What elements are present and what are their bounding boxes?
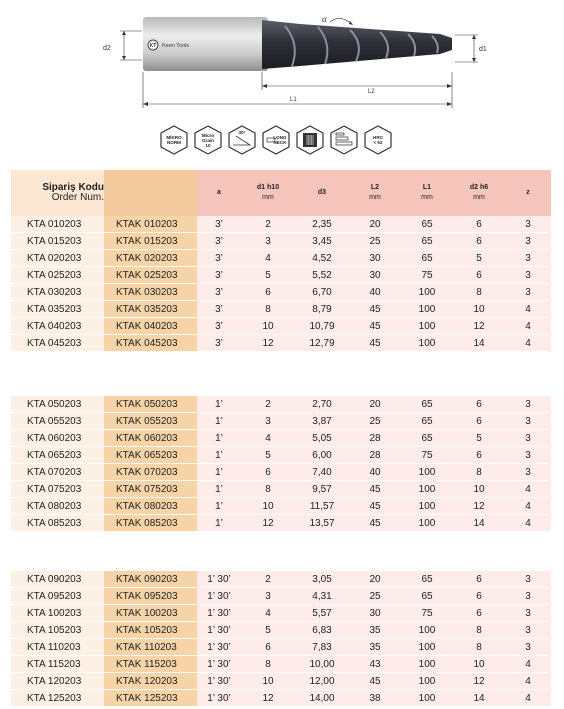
- d1-value: 2: [241, 571, 295, 588]
- ktak-code: KTAK 020203: [104, 250, 197, 267]
- d3-value: 6,00: [295, 447, 349, 464]
- d2-value: 12: [453, 498, 505, 515]
- kta-code: KTA 015203: [11, 233, 104, 250]
- d2-value: 10: [453, 301, 505, 318]
- l2-value: 35: [349, 622, 401, 639]
- d2-value: 12: [453, 673, 505, 690]
- d1-label: d1: [479, 46, 487, 53]
- d2-value: 5: [453, 250, 505, 267]
- kta-code: KTA 020203: [11, 250, 104, 267]
- table-row: [11, 430, 551, 447]
- table-row: [11, 216, 551, 233]
- kta-code: KTA 125203: [11, 690, 104, 707]
- siparis-kodu-header: Sipariş Kodu Order Num.: [11, 170, 104, 216]
- ktak-code: KTAK 120203: [104, 673, 197, 690]
- ktak-code: KTAK 030203: [104, 284, 197, 301]
- kta-code: KTA 120203: [11, 673, 104, 690]
- l2-value: 30: [349, 267, 401, 284]
- table-row: [11, 605, 551, 622]
- d1-value: 5: [241, 622, 295, 639]
- spec-table: [11, 170, 551, 352]
- ktak-code: KTAK 085203: [104, 515, 197, 532]
- z-value: 3: [505, 622, 551, 639]
- alpha-label: α: [322, 14, 327, 24]
- l1-value: 100: [401, 498, 453, 515]
- a-value: 3’: [197, 267, 241, 284]
- z-value: 4: [505, 656, 551, 673]
- l2-value: 20: [349, 396, 401, 413]
- d1-value: 10: [241, 498, 295, 515]
- l1-value: 75: [401, 605, 453, 622]
- a-value: 3’: [197, 301, 241, 318]
- a-value: 3’: [197, 250, 241, 267]
- ktak-code: KTAK 115203: [104, 656, 197, 673]
- l1-value: 65: [401, 250, 453, 267]
- l1-label: L1: [290, 97, 297, 103]
- d1-value: 3: [241, 413, 295, 430]
- a-value: 1’: [197, 430, 241, 447]
- table-row: [11, 233, 551, 250]
- d2-value: 10: [453, 656, 505, 673]
- z-value: 4: [505, 318, 551, 335]
- l2-value: 25: [349, 413, 401, 430]
- table-row: [11, 396, 551, 413]
- d2-value: 10: [453, 481, 505, 498]
- mikro-norm-icon: MİKRO NORM: [160, 125, 188, 155]
- d2-header: d2 h6 mm: [453, 170, 505, 216]
- a-value: 3’: [197, 216, 241, 233]
- kta-code: KTA 105203: [11, 622, 104, 639]
- ktak-code: KTAK 070203: [104, 464, 197, 481]
- d3-value: 5,57: [295, 605, 349, 622]
- table-row: [11, 656, 551, 673]
- d1-value: 10: [241, 318, 295, 335]
- l2-value: 28: [349, 430, 401, 447]
- ktak-code: KTAK 105203: [104, 622, 197, 639]
- coated-icon: LONG NECK: [262, 125, 290, 155]
- table-row: [11, 588, 551, 605]
- a-value: 1’: [197, 464, 241, 481]
- z-value: 4: [505, 335, 551, 352]
- l1-value: 100: [401, 464, 453, 481]
- d1-value: 8: [241, 656, 295, 673]
- z-value: 3: [505, 413, 551, 430]
- d2-value: 6: [453, 447, 505, 464]
- order-code-header: [104, 170, 197, 216]
- table-row: [11, 690, 551, 707]
- z-value: 4: [505, 673, 551, 690]
- a-value: 3’: [197, 233, 241, 250]
- l1-value: 100: [401, 335, 453, 352]
- ktak-code: KTAK 075203: [104, 481, 197, 498]
- l2-value: 25: [349, 588, 401, 605]
- table-group-1: [11, 216, 551, 352]
- d3-value: 10,79: [295, 318, 349, 335]
- l1-header: L1 mm: [401, 170, 453, 216]
- d3-value: 6,70: [295, 284, 349, 301]
- angle-30-icon: 30°: [228, 125, 256, 155]
- d2-value: 8: [453, 464, 505, 481]
- flute-profile-icon: [296, 125, 324, 155]
- kta-code: KTA 095203: [11, 588, 104, 605]
- d3-value: 7,83: [295, 639, 349, 656]
- d3-value: 4,52: [295, 250, 349, 267]
- table-group-2: [11, 396, 551, 532]
- table-row: [11, 267, 551, 284]
- d2-value: 8: [453, 639, 505, 656]
- z-value: 3: [505, 588, 551, 605]
- d3-header: d3: [295, 170, 349, 216]
- z-value: 3: [505, 284, 551, 301]
- a-value: 1’ 30’: [197, 690, 241, 707]
- table-row: [11, 673, 551, 690]
- d3-value: 6,83: [295, 622, 349, 639]
- a-value: 1’ 30’: [197, 656, 241, 673]
- d1-value: 5: [241, 447, 295, 464]
- d3-value: 11,57: [295, 498, 349, 515]
- d2-value: 14: [453, 690, 505, 707]
- kta-code: KTA 060203: [11, 430, 104, 447]
- z-value: 3: [505, 396, 551, 413]
- l1-value: 100: [401, 301, 453, 318]
- kta-code: KTA 045203: [11, 335, 104, 352]
- l1-value: 75: [401, 447, 453, 464]
- d3-value: 2,35: [295, 216, 349, 233]
- z-value: 3: [505, 250, 551, 267]
- d2-value: 6: [453, 233, 505, 250]
- spec-table-group-2: [11, 396, 551, 532]
- d3-value: 12,79: [295, 335, 349, 352]
- l2-value: 38: [349, 690, 401, 707]
- a-value: 1’: [197, 396, 241, 413]
- a-value: 1’: [197, 481, 241, 498]
- z-value: 3: [505, 639, 551, 656]
- d3-value: 13,57: [295, 515, 349, 532]
- z-value: 3: [505, 216, 551, 233]
- ktak-code: KTAK 080203: [104, 498, 197, 515]
- table-row: [11, 515, 551, 532]
- d2-value: 5: [453, 430, 505, 447]
- ktak-code: KTAK 055203: [104, 413, 197, 430]
- d2-label: d2: [103, 45, 111, 52]
- a-value: 1’ 30’: [197, 622, 241, 639]
- table-row: [11, 284, 551, 301]
- l1-value: 100: [401, 515, 453, 532]
- d2-value: 6: [453, 413, 505, 430]
- fluted-body: [262, 20, 452, 69]
- z-value: 3: [505, 464, 551, 481]
- z-value: 4: [505, 515, 551, 532]
- kta-code: KTA 070203: [11, 464, 104, 481]
- ktak-code: KTAK 060203: [104, 430, 197, 447]
- d1-value: 10: [241, 673, 295, 690]
- l1-value: 65: [401, 413, 453, 430]
- l2-value: 45: [349, 335, 401, 352]
- l2-value: 43: [349, 656, 401, 673]
- l1-value: 100: [401, 690, 453, 707]
- ktak-code: KTAK 100203: [104, 605, 197, 622]
- table-group-3: [11, 571, 551, 707]
- a-value: 1’ 30’: [197, 588, 241, 605]
- table-header-row: [11, 170, 551, 216]
- l1-value: 100: [401, 622, 453, 639]
- tool-drawing: [0, 0, 564, 120]
- l2-value: 45: [349, 318, 401, 335]
- z-header: z: [505, 170, 551, 216]
- d1-value: 8: [241, 301, 295, 318]
- d1-value: 6: [241, 639, 295, 656]
- l1-value: 65: [401, 396, 453, 413]
- d3-value: 3,45: [295, 233, 349, 250]
- d1-value: 2: [241, 216, 295, 233]
- ktak-code: KTAK 010203: [104, 216, 197, 233]
- l2-value: 45: [349, 673, 401, 690]
- z-value: 3: [505, 267, 551, 284]
- a-value: 1’: [197, 498, 241, 515]
- d2-value: 8: [453, 284, 505, 301]
- a-value: 1’: [197, 515, 241, 532]
- d3-value: 2,70: [295, 396, 349, 413]
- ktak-code: KTAK 035203: [104, 301, 197, 318]
- ktak-code: KTAK 090203: [104, 571, 197, 588]
- table-row: [11, 571, 551, 588]
- table-row: [11, 413, 551, 430]
- a-value: 1’ 30’: [197, 571, 241, 588]
- table-row: [11, 250, 551, 267]
- a-value: 3’: [197, 335, 241, 352]
- d3-value: 14,00: [295, 690, 349, 707]
- l2-value: 30: [349, 605, 401, 622]
- d1-value: 12: [241, 515, 295, 532]
- d2-value: 14: [453, 335, 505, 352]
- d1-value: 12: [241, 335, 295, 352]
- kta-code: KTA 050203: [11, 396, 104, 413]
- z-value: 3: [505, 571, 551, 588]
- d1-value: 4: [241, 250, 295, 267]
- l1-value: 65: [401, 233, 453, 250]
- ktak-code: KTAK 050203: [104, 396, 197, 413]
- d3-value: 12,00: [295, 673, 349, 690]
- kta-code: KTA 085203: [11, 515, 104, 532]
- svg-text:KT: KT: [149, 43, 157, 49]
- table-row: [11, 318, 551, 335]
- ktak-code: KTAK 015203: [104, 233, 197, 250]
- kta-code: KTA 075203: [11, 481, 104, 498]
- d1-value: 4: [241, 430, 295, 447]
- table-row: [11, 498, 551, 515]
- kta-code: KTA 035203: [11, 301, 104, 318]
- l1-value: 75: [401, 267, 453, 284]
- l2-value: 45: [349, 301, 401, 318]
- d1-value: 3: [241, 588, 295, 605]
- kta-code: KTA 110203: [11, 639, 104, 656]
- d3-value: 7,40: [295, 464, 349, 481]
- table-row: [11, 481, 551, 498]
- l1-value: 65: [401, 588, 453, 605]
- l1-value: 100: [401, 673, 453, 690]
- l2-value: 40: [349, 464, 401, 481]
- l2-value: 25: [349, 233, 401, 250]
- kta-code: KTA 065203: [11, 447, 104, 464]
- kta-code: KTA 090203: [11, 571, 104, 588]
- l2-value: 30: [349, 250, 401, 267]
- d1-value: 6: [241, 464, 295, 481]
- table-row: [11, 335, 551, 352]
- d2-value: 8: [453, 622, 505, 639]
- l2-value: 35: [349, 639, 401, 656]
- table-row: [11, 464, 551, 481]
- a-value: 1’: [197, 447, 241, 464]
- kta-code: KTA 010203: [11, 216, 104, 233]
- layers-icon: [330, 125, 358, 155]
- l2-value: 40: [349, 284, 401, 301]
- d3-value: 5,05: [295, 430, 349, 447]
- l2-value: 28: [349, 447, 401, 464]
- kta-code: KTA 055203: [11, 413, 104, 430]
- table-row: [11, 639, 551, 656]
- z-value: 3: [505, 605, 551, 622]
- d3-value: 5,52: [295, 267, 349, 284]
- table-row: [11, 622, 551, 639]
- d1-value: 2: [241, 396, 295, 413]
- z-value: 4: [505, 481, 551, 498]
- l2-value: 45: [349, 481, 401, 498]
- d2-value: 6: [453, 588, 505, 605]
- d1-header: d1 h10 mm: [241, 170, 295, 216]
- d2-value: 6: [453, 605, 505, 622]
- a-value: 1’ 30’: [197, 673, 241, 690]
- a-value: 3’: [197, 318, 241, 335]
- ktak-code: KTAK 065203: [104, 447, 197, 464]
- spec-table-group-3: [11, 571, 551, 707]
- a-value: 1’ 30’: [197, 605, 241, 622]
- l2-label: L2: [368, 89, 375, 95]
- kta-code: KTA 025203: [11, 267, 104, 284]
- kta-code: KTA 040203: [11, 318, 104, 335]
- end-mill-diagram: [0, 0, 564, 120]
- ktak-code: KTAK 125203: [104, 690, 197, 707]
- d3-value: 3,05: [295, 571, 349, 588]
- d2-value: 6: [453, 267, 505, 284]
- hrc-icon: HRC < 52: [364, 125, 392, 155]
- l1-value: 65: [401, 571, 453, 588]
- d1-value: 3: [241, 233, 295, 250]
- z-value: 4: [505, 498, 551, 515]
- micro-grain-icon: Micro Grain 10: [194, 125, 222, 155]
- d3-value: 3,87: [295, 413, 349, 430]
- a-value: 3’: [197, 284, 241, 301]
- l1-value: 65: [401, 430, 453, 447]
- a-header: a: [197, 170, 241, 216]
- l2-header: L2 mm: [349, 170, 401, 216]
- z-value: 4: [505, 301, 551, 318]
- d1-value: 4: [241, 605, 295, 622]
- d3-value: 8,79: [295, 301, 349, 318]
- l1-value: 100: [401, 481, 453, 498]
- d3-value: 9,57: [295, 481, 349, 498]
- d2-value: 12: [453, 318, 505, 335]
- l2-value: 20: [349, 571, 401, 588]
- d2-value: 6: [453, 216, 505, 233]
- ktak-code: KTAK 110203: [104, 639, 197, 656]
- table-row: [11, 301, 551, 318]
- a-value: 1’ 30’: [197, 639, 241, 656]
- d1-value: 12: [241, 690, 295, 707]
- d1-value: 8: [241, 481, 295, 498]
- d2-value: 6: [453, 396, 505, 413]
- z-value: 3: [505, 447, 551, 464]
- kta-code: KTA 080203: [11, 498, 104, 515]
- d1-value: 5: [241, 267, 295, 284]
- logo-text: Keen Tools: [162, 43, 190, 49]
- l1-value: 100: [401, 639, 453, 656]
- kta-code: KTA 030203: [11, 284, 104, 301]
- kta-code: KTA 115203: [11, 656, 104, 673]
- d3-value: 4,31: [295, 588, 349, 605]
- a-value: 1’: [197, 413, 241, 430]
- l2-value: 20: [349, 216, 401, 233]
- d2-value: 14: [453, 515, 505, 532]
- ktak-code: KTAK 040203: [104, 318, 197, 335]
- ktak-code: KTAK 095203: [104, 588, 197, 605]
- d1-value: 6: [241, 284, 295, 301]
- z-value: 3: [505, 430, 551, 447]
- ktak-code: KTAK 045203: [104, 335, 197, 352]
- z-value: 4: [505, 690, 551, 707]
- ktak-code: KTAK 025203: [104, 267, 197, 284]
- kta-code: KTA 100203: [11, 605, 104, 622]
- l1-value: 100: [401, 656, 453, 673]
- d3-value: 10,00: [295, 656, 349, 673]
- l1-value: 100: [401, 318, 453, 335]
- z-value: 3: [505, 233, 551, 250]
- l1-value: 65: [401, 216, 453, 233]
- l2-value: 45: [349, 515, 401, 532]
- l2-value: 45: [349, 498, 401, 515]
- feature-icons: [160, 125, 400, 157]
- l1-value: 100: [401, 284, 453, 301]
- d2-value: 6: [453, 571, 505, 588]
- table-row: [11, 447, 551, 464]
